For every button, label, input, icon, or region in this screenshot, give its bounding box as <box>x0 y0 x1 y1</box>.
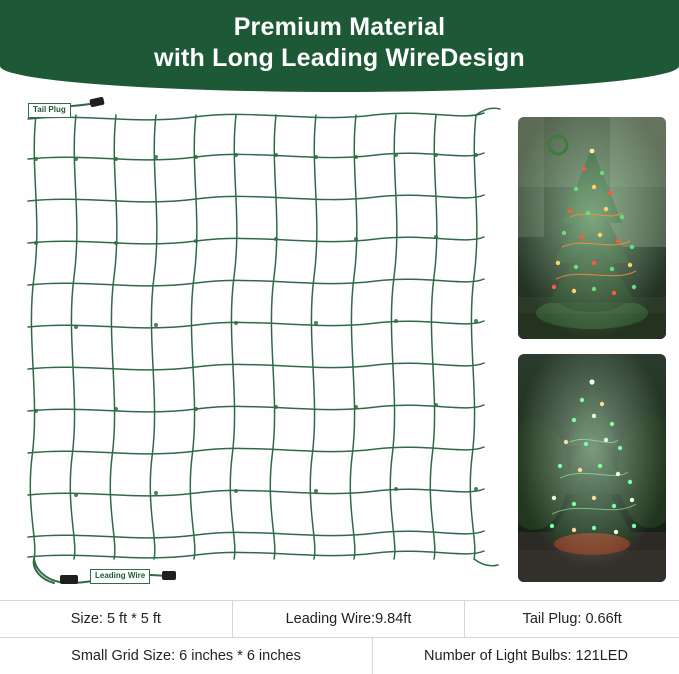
photo-lit-christmas-tree-day <box>518 117 666 339</box>
tail-plug-label: Tail Plug <box>28 103 71 118</box>
spec-leading-wire: Leading Wire:9.84ft <box>233 601 466 637</box>
spec-tail-plug: Tail Plug: 0.66ft <box>522 611 622 627</box>
leading-wire-label: Leading Wire <box>90 569 150 584</box>
spec-size: Size: 5 ft * 5 ft <box>0 601 233 637</box>
spec-row-1 <box>0 601 679 638</box>
header-title-line-1: Premium Material <box>233 13 446 41</box>
spec-grid-size: Small Grid Size: 6 inches * 6 inches <box>0 638 373 674</box>
spec-row-2 <box>0 638 679 674</box>
spec-bulb-count: Number of Light Bulbs: 121LED <box>424 648 628 664</box>
content-area <box>0 92 679 592</box>
photo-lit-christmas-tree-night <box>518 354 666 582</box>
net-mesh-drawing <box>14 97 504 589</box>
net-product-image <box>14 97 504 589</box>
header-banner <box>0 0 679 92</box>
spec-table <box>0 600 679 674</box>
header-title-line-2: with Long Leading WireDesign <box>154 44 525 72</box>
